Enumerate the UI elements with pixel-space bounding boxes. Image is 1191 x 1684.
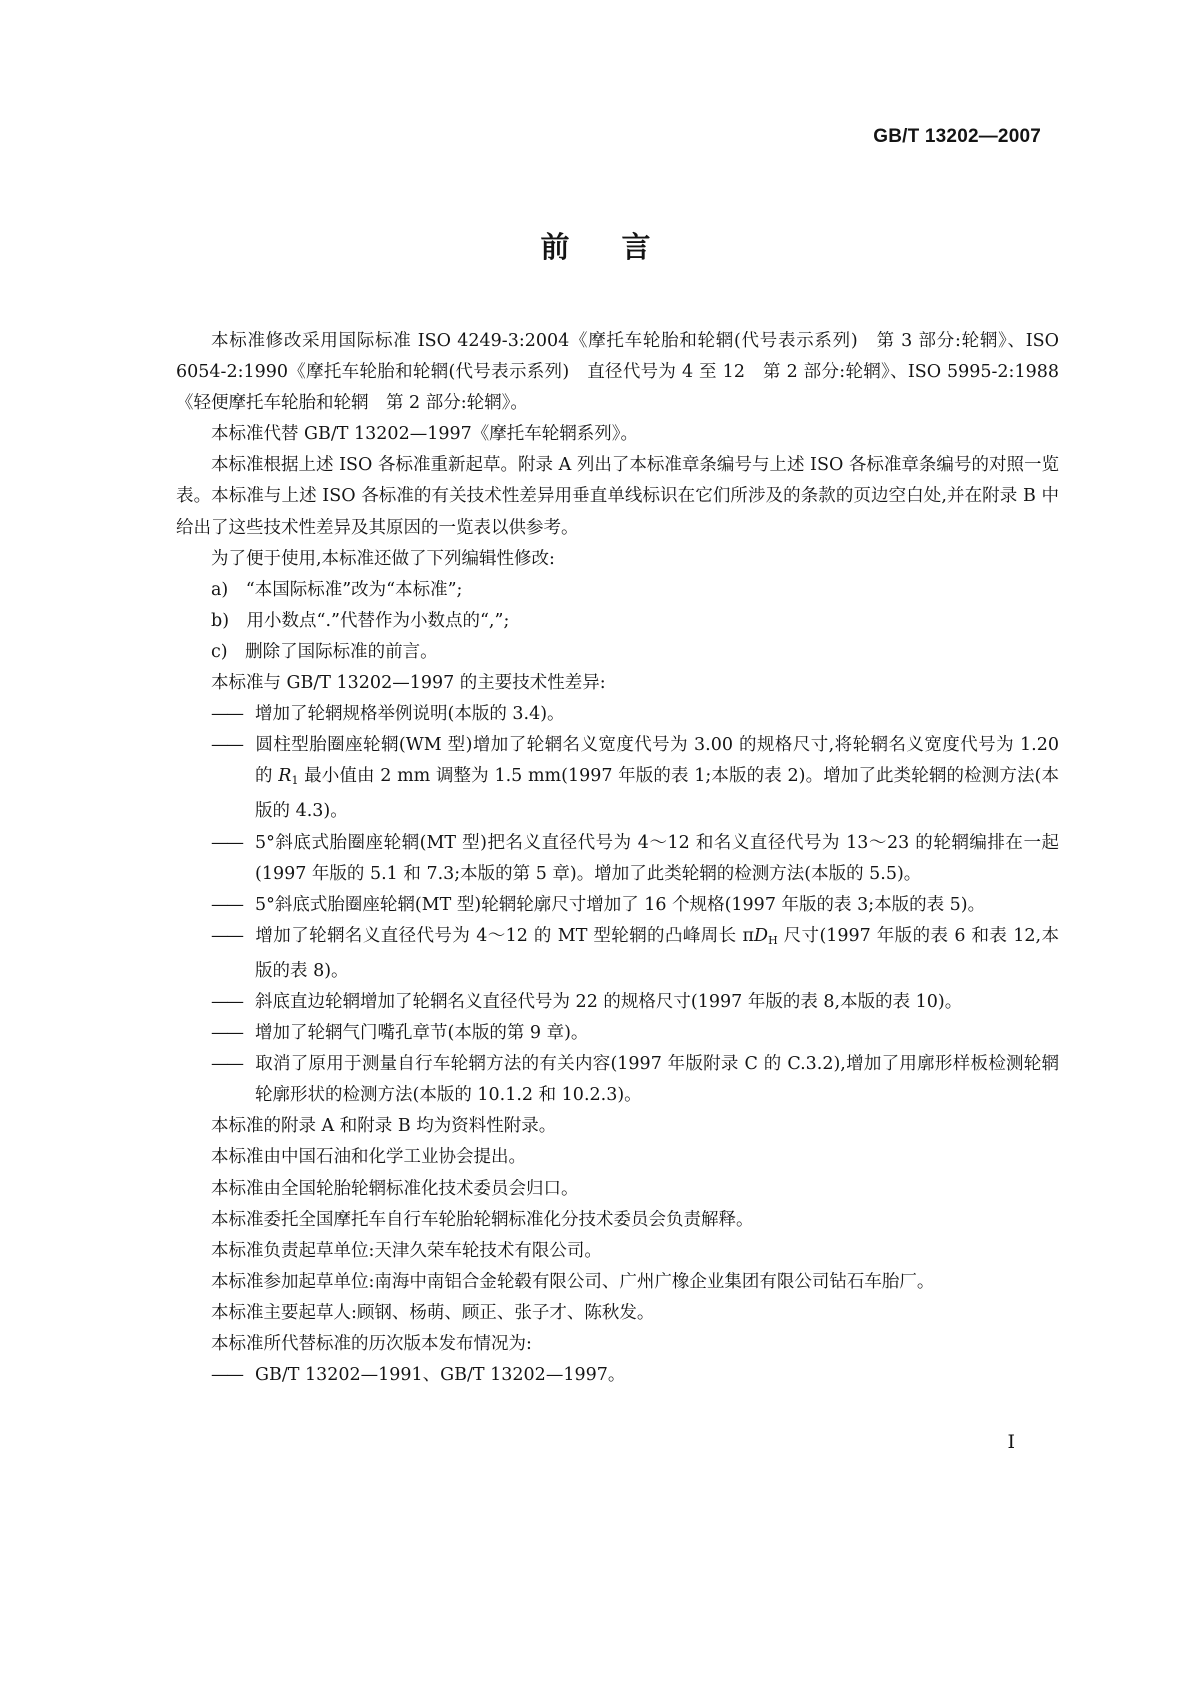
paragraph: 本标准委托全国摩托车自行车轮胎轮辋标准化分技术委员会负责解释。 [211, 1209, 754, 1230]
standard-code: GB/T 13202—2007 [873, 126, 1041, 147]
paragraph: 本标准负责起草单位:天津久荣车轮技术有限公司。 [211, 1240, 602, 1261]
title-char-2: 言 [621, 230, 651, 264]
dash-item: —— 增加了轮辋名义直径代号为 4～12 的 MT 型轮辋的凸峰周长 $\pi D_H$ 尺寸(1997 年版的表 6 和表 12,本版的表 8)。 [176, 921, 1059, 987]
dash-item: —— 5°斜底式胎圈座轮辋(MT 型)轮辋轮廓尺寸增加了 16 个规格(1997 年版的表 3;本版的表 5)。 [176, 890, 1059, 921]
dash-mark: —— [211, 704, 242, 725]
paragraph: 本标准由全国轮胎轮辋标准化技术委员会归口。 [211, 1178, 579, 1199]
dash-mark: —— [211, 925, 242, 946]
dash-mark: —— [211, 735, 242, 756]
dash-item: —— 5°斜底式胎圈座轮辋(MT 型)把名义直径代号为 4～12 和名义直径代号为 13～23 的轮辋编排在一起(1997 年版的 5.1 和 7.3;本版的第 5 章)。增加了此类轮辋的检测方法(本版的 5.5)。 [176, 828, 1059, 890]
dash-mark: —— [211, 894, 242, 915]
dash-item: —— 增加了轮辋气门嘴孔章节(本版的第 9 章)。 [176, 1018, 1059, 1049]
paragraph: 本标准根据上述 ISO 各标准重新起草。附录 A 列出了本标准章条编号与上述 ISO 各标准章条编号的对照一览表。本标准与上述 ISO 各标准的有关技术性差异用垂直单线标识在它们所涉及的条款的页边空白处,并在附录 B 中给出了这些技术性差异及其原因的一览表以供参考。 [176, 455, 1059, 538]
page-title [0, 225, 1191, 266]
paragraph: 本标准修改采用国际标准 ISO 4249-3:2004《摩托车轮胎和轮辋(代号表示系列) 第 3 部分:轮辋》、ISO 6054-2:1990《摩托车轮胎和轮辋(代号表示系列) 直径代号为 4 至 12 第 2 部分:轮辋》、ISO 5995-2:1988《轻便摩托车轮胎和轮辋 第 2 部分:轮辋》。 [176, 331, 1059, 414]
dash-item: —— 斜底直边轮辋增加了轮辋名义直径代号为 22 的规格尺寸(1997 年版的表 8,本版的表 10)。 [176, 987, 1059, 1018]
paragraph: 本标准主要起草人:顾钢、杨萌、顾正、张子才、陈秋发。 [211, 1302, 655, 1323]
dash-item: —— 圆柱型胎圈座轮辋(WM 型)增加了轮辋名义宽度代号为 3.00 的规格尺寸,将轮辋名义宽度代号为 1.20 的 $R_1$ 最小值由 2 mm 调整为 1.5 mm(1997 年版的表 1;本版的表 2)。增加了此类轮辋的检测方法(本版的 4.3)。 [176, 730, 1059, 827]
paragraph: 为了便于使用,本标准还做了下列编辑性修改: [211, 548, 555, 569]
title-char-1: 前 [540, 230, 570, 264]
dash-item: —— 增加了轮辋规格举例说明(本版的 3.4)。 [176, 699, 1059, 730]
paragraph: 本标准与 GB/T 13202—1997 的主要技术性差异: [211, 673, 606, 694]
dash-item: —— GB/T 13202—1991、GB/T 13202—1997。 [176, 1360, 1059, 1391]
paragraph: 本标准的附录 A 和附录 B 均为资料性附录。 [211, 1116, 557, 1137]
paragraph: 本标准所代替标准的历次版本发布情况为: [211, 1334, 532, 1354]
list-item-b: b) 用小数点“.”代替作为小数点的“,”; [211, 610, 510, 631]
dash-mark: —— [211, 1365, 242, 1386]
paragraph: 本标准参加起草单位:南海中南铝合金轮毂有限公司、广州广橡企业集团有限公司钻石车胎厂。 [211, 1271, 935, 1292]
dash-mark: —— [211, 1054, 242, 1075]
page-number: I [1007, 1431, 1015, 1453]
paragraph: 本标准代替 GB/T 13202—1997《摩托车轮辋系列》。 [211, 424, 638, 445]
dash-item: —— 取消了原用于测量自行车轮辋方法的有关内容(1997 年版附录 C 的 C.3.2),增加了用廓形样板检测轮辋轮廓形状的检测方法(本版的 10.1.2 和 10.2.3)。 [176, 1049, 1059, 1111]
dash-mark: —— [211, 832, 242, 853]
foreword-body [176, 326, 1059, 1391]
list-item-c: c) 删除了国际标准的前言。 [211, 641, 438, 662]
paragraph: 本标准由中国石油和化学工业协会提出。 [211, 1147, 526, 1168]
dash-mark: —— [211, 1023, 242, 1044]
dash-mark: —— [211, 991, 242, 1012]
list-item-a: a) “本国际标准”改为“本标准”; [211, 579, 463, 600]
